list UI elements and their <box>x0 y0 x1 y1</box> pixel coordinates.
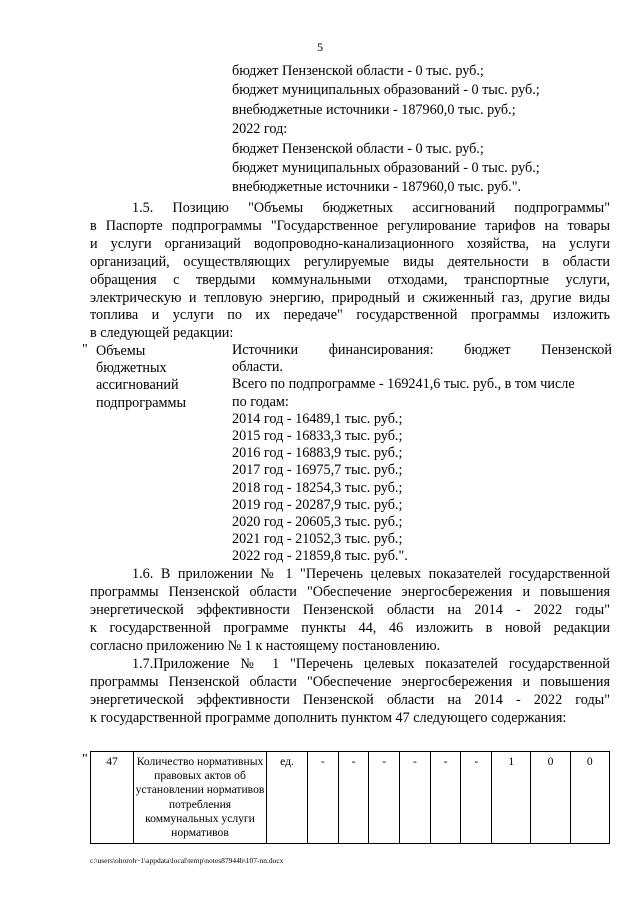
text-line: программы Пензенской области "Обеспечение энергосбережения и повышения <box>90 673 610 690</box>
volumes-values <box>232 342 612 566</box>
value-cell: - <box>400 752 431 844</box>
value-cell: 0 <box>570 752 609 844</box>
text-line: электрическую и тепловую энергию, природный и сжиженный газ, другие виды <box>90 289 610 306</box>
table-opening-quote: " <box>82 752 88 767</box>
budget-line: внебюджетные источники - 187960,0 тыс. руб.". <box>232 179 522 196</box>
budget-line: бюджет Пензенской области - 0 тыс. руб.; <box>232 140 484 157</box>
volumes-label-line: Объемы <box>96 343 146 359</box>
text-line: в Паспорте подпрограммы "Государственное регулирование тарифов на товары <box>90 217 610 234</box>
budget-line: бюджет муниципальных образований - 0 тыс. руб.; <box>232 160 540 177</box>
indicator-name: Количество нормативных правовых актов об установлении нормативов потребления коммунальных услуги нормативов <box>134 752 267 844</box>
total-line: Всего по подпрограмме - 169241,6 тыс. руб., в том числе <box>232 376 575 393</box>
budget-line: 2022 год: <box>232 121 288 138</box>
value-cell: - <box>461 752 492 844</box>
value-cell: - <box>430 752 461 844</box>
text-line: к государственной программе пункты 44, 46 изложить в новой редакции <box>90 619 610 636</box>
text-line: 1.5. Позицию "Объемы бюджетных ассигнований подпрограммы" <box>132 200 610 216</box>
row-number: 47 <box>91 752 134 844</box>
value-cell: - <box>338 752 369 844</box>
budget-line: бюджет Пензенской области - 0 тыс. руб.; <box>232 63 484 79</box>
year-amount: 2021 год - 21052,3 тыс. руб.; <box>232 531 403 548</box>
year-amount: 2018 год - 18254,3 тыс. руб.; <box>232 479 403 496</box>
text-line: энергетической эффективности Пензенской области на 2014 - 2022 годы" <box>90 601 610 618</box>
volumes-label-line: подпрограммы <box>96 394 186 411</box>
text-line: 1.7.Приложение № 1 "Перечень целевых показателей государственной <box>132 656 610 672</box>
volumes-label <box>96 343 216 412</box>
budget-line: бюджет муниципальных образований - 0 тыс. руб.; <box>232 82 540 99</box>
paragraph-1-7 <box>90 656 610 728</box>
table-row <box>91 752 610 844</box>
page-number: 5 <box>317 40 323 54</box>
text-line: и услуги организаций водопроводно-канализационного хозяйства, на услуги <box>90 235 610 252</box>
value-cell: - <box>369 752 400 844</box>
opening-quote: " <box>82 342 88 357</box>
financing-source-cont: области. <box>232 359 283 376</box>
financing-source: Источники финансирования: бюджет Пензенской <box>232 342 612 358</box>
text-line: энергетической эффективности Пензенской области на 2014 - 2022 годы" <box>90 691 610 708</box>
budget-lines <box>232 62 612 198</box>
indicator-table <box>90 751 610 844</box>
year-amount: 2020 год - 20605,3 тыс. руб.; <box>232 514 403 531</box>
footer-file-path: c:\users\ohoroh~1\appdata\local\temp\notes87944b\107-nn.docx <box>90 856 284 865</box>
value-cell: 1 <box>492 752 531 844</box>
total-line-cont: по годам: <box>232 393 289 410</box>
text-line: согласно приложению № 1 к настоящему постановлению. <box>90 637 441 654</box>
volumes-label-line: ассигнований <box>96 377 179 394</box>
text-line: организаций, осуществляющих регулируемые виды деятельности в области <box>90 253 610 270</box>
text-line: в следующей редакции: <box>90 325 234 342</box>
year-amount: 2022 год - 21859,8 тыс. руб.". <box>232 548 408 565</box>
year-amount: 2016 год - 16883,9 тыс. руб.; <box>232 445 403 462</box>
volumes-label-line: бюджетных <box>96 360 167 377</box>
paragraph-1-6 <box>90 566 610 656</box>
value-cell: - <box>308 752 339 844</box>
text-line: программы Пензенской области "Обеспечение энергосбережения и повышения <box>90 583 610 600</box>
value-cell: 0 <box>531 752 570 844</box>
budget-line: внебюджетные источники - 187960,0 тыс. руб.; <box>232 101 516 118</box>
year-amount: 2015 год - 16833,3 тыс. руб.; <box>232 428 403 445</box>
text-line: обращения с твердыми коммунальными отходами, транспортные услуги, <box>90 271 610 288</box>
text-line: топлива и услуги по их передаче" государственной программы изложить <box>90 307 610 324</box>
paragraph-1-5 <box>90 200 610 343</box>
text-line: к государственной программе дополнить пунктом 47 следующего содержания: <box>90 709 567 726</box>
year-amount: 2017 год - 16975,7 тыс. руб.; <box>232 462 403 479</box>
year-amount: 2019 год - 20287,9 тыс. руб.; <box>232 496 403 513</box>
year-amount: 2014 год - 16489,1 тыс. руб.; <box>232 410 403 427</box>
text-line: 1.6. В приложении № 1 "Перечень целевых показателей государственной <box>132 566 610 582</box>
unit: ед. <box>267 752 308 844</box>
